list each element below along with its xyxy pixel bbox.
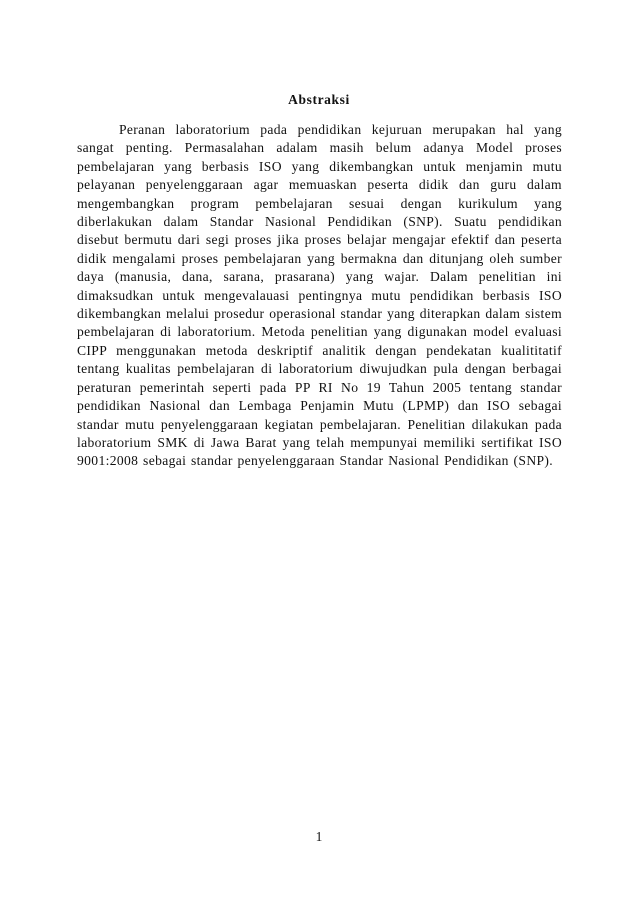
page-number: 1 <box>315 829 323 844</box>
abstract-body: Peranan laboratorium pada pendidikan kejuruan merupakan hal yang sangat penting. Permasalahan adalam masih belum adanya Model proses pembelajaran yang berbasis ISO yang dikembangkan untuk menjamin mutu pelayanan penyelenggaraan agar memuaskan peserta didik dan guru dalam mengembangkan program pembelajaran sesuai dengan kurikulum yang diberlakukan dalam Standar Nasional Pendidikan (SNP). Suatu pendidikan disebut bermutu dari segi proses jika proses belajar mengajar efektif dan peserta didik mengalami proses pembelajaran yang bermakna dan ditunjang oleh sumber daya (manusia, dana, sarana, prasarana) yang wajar. Dalam penelitian ini dimaksudkan untuk mengevalauasi pentingnya mutu pendidikan berbasis ISO dikembangkan melalui prosedur operasional standar yang diterapkan dalam sistem pembelajaran di laboratorium. Metoda penelitian yang digunakan model evaluasi CIPP menggunakan metoda deskriptif analitik dengan pendekatan kualititatif tentang kualitas pembelajaran di laboratorium diwujudkan pula dengan berbagai peraturan pemerintah seperti pada PP RI No 19 Tahun 2005 tentang standar pendidikan Nasional dan Lembaga Penjamin Mutu (LPMP) dan ISO sebagai standar mutu penyelenggaraan kegiatan pembelajaran. Penelitian dilakukan pada laboratorium SMK di Jawa Barat yang telah mempunyai memiliki sertifikat ISO 9001:2008 sebagai standar penyelenggaraan Standar Nasional Pendidikan (SNP). <box>77 122 562 469</box>
abstract-title: Abstraksi <box>288 92 350 107</box>
